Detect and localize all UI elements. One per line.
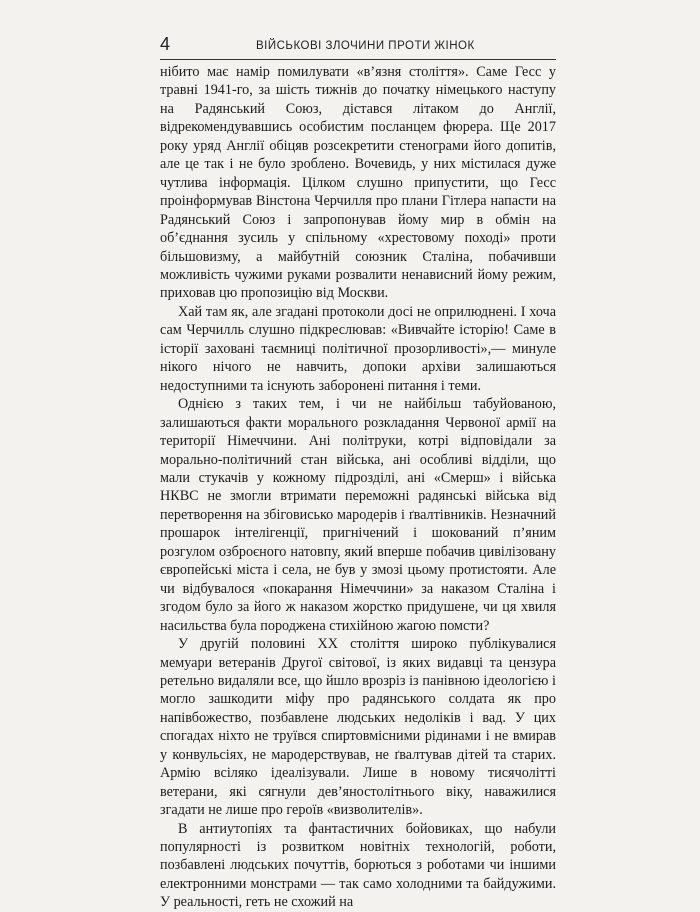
- paragraph-3: Однією з таких тем, і чи не найбільш табуйованою, залишаються факти морального розкладання Червоної армії на території Німеччини. Ані політруки, котрі відповідали за морально-політичний стан війська, ані особливі відділи, що мали стукачів у кожному підрозділі, ані «Смерш» і війська НКВС не змогли втримати переможні радянські війська від перетворення на збіговисько мародерів і ґвалтівників. Незначний прошарок інтелігенції, пригнічений і шокований п’яним розгулом озброєного натовпу, який вперше побачив цивілізовану європейські міста і села, не був у змозі цьому протистояти. Але чи відбувалося «покарання Німеччини» за наказом Сталіна і згодом було за його ж наказом жорстко придушене, чи ця хвиля насильства була породжена стихійною жагою помсти?: [160, 396, 556, 634]
- paragraph-4: У другій половині XX століття широко публікувалися мемуари ветеранів Другої світової, із яких видавці та цензура ретельно видаляли все, що йшло врозріз із панівною ідеологією і могло зашкодити міфу про радянського солдата як про напівбожество, позбавлене людських недоліків і вад. У цих спогадах ніхто не труївся спиртовмісними рідинами і не вмирав у конвульсіях, не мародерствував, не ґвалтував дітей та старих. Армію всіляко ідеалізували. Лише в новому тисячолітті ветерани, які сягнули дев’яностолітнього віку, наважилися згадати не лише про героїв «визволителів».: [160, 636, 556, 819]
- paragraph-1: нібито має намір помилувати «в’язня століття». Саме Гесс у травні 1941-го, за шість тижнів до початку німецького наступу на Радянський Союз, дістався літаком до Англії, відрекомендувавшись особистим посланцем фюрера. Ще 2017 року уряд Англії обіцяв розсекретити стенограми його допитів, але це так і не було зроблено. Вочевидь, у них містилася дуже чутлива інформація. Цілком слушно припустити, що Гесс проінформував Вінстона Черчилля про плани Гітлера напасти на Радянський Союз і запропонував йому мир в обмін на об’єднання зусиль у спільному «хрестовому поході» проти більшовизму, а майбутній союзник Сталіна, побачивши можливість чужими руками розвалити ненависний йому режим, приховав цю пропозицію від Москви.: [160, 64, 556, 302]
- paragraph-5: В антиутопіях та фантастичних бойовиках, що набули популярності із розвитком новітніх технологій, роботи, позбавлені людських почуттів, борються з роботами чи іншими електронними монстрами — так само холодними та байдужими. У реальності, геть не схожий на: [160, 820, 556, 911]
- page-number: 4: [160, 34, 171, 54]
- running-header-title: ВІЙСЬКОВІ ЗЛОЧИНИ ПРОТИ ЖІНОК: [256, 40, 475, 52]
- body-text: [160, 63, 556, 911]
- header-rule: [160, 59, 556, 60]
- paragraph-2: Хай там як, але згадані протоколи досі не оприлюднені. І хоча сам Черчилль слушно підкреслював: «Вивчайте історію! Саме в історії заховані таємниці політичної прозорливості»,— минуле нікого нічого не навчить, допоки архіви залишаються недоступними та існують заборонені питання і теми.: [160, 303, 556, 394]
